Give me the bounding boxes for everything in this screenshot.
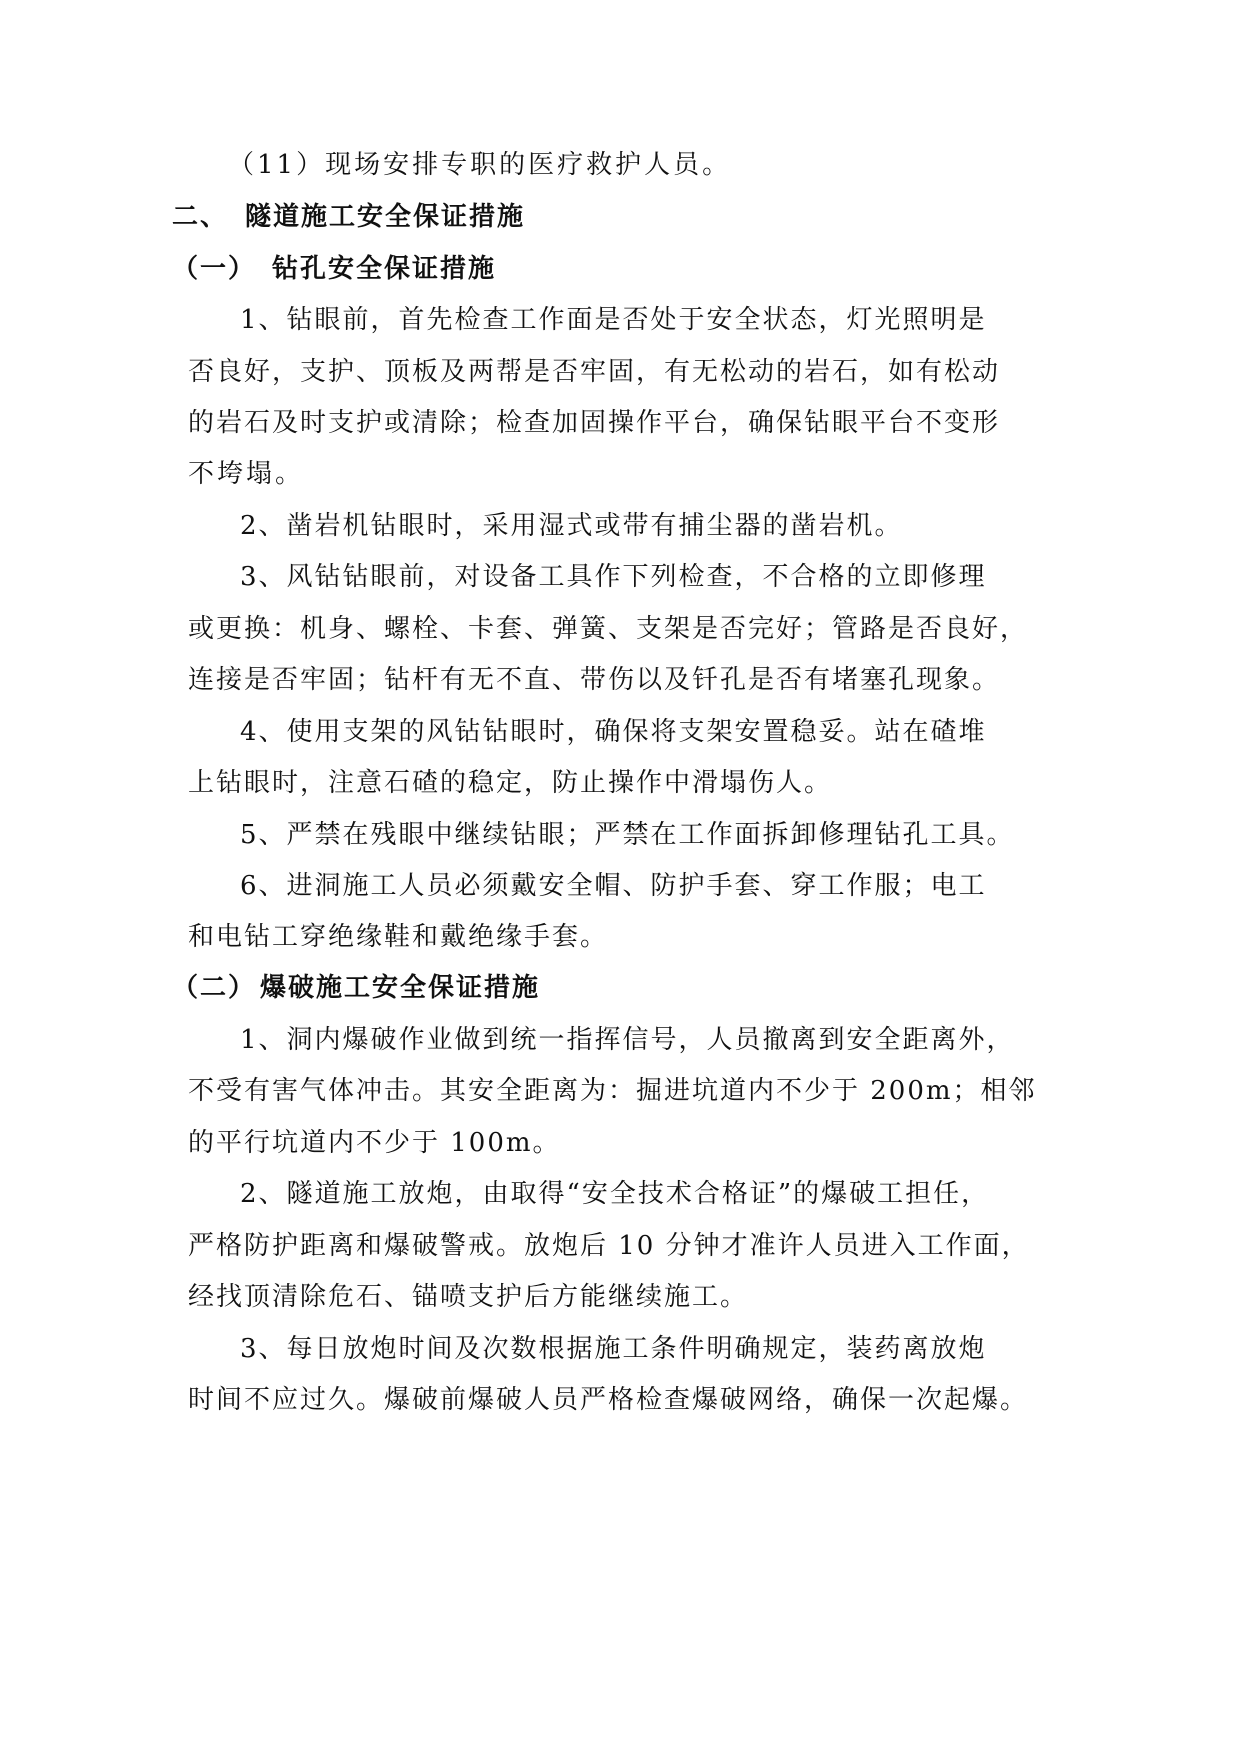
paragraph-line: 6、进洞施工人员必须戴安全帽、防护手套、穿工作服；电工 [240, 871, 987, 901]
paragraph-line: 4、使用支架的风钻钻眼时，确保将支架安置稳妥。站在碴堆 [240, 717, 987, 747]
section-number: 二、 [172, 202, 229, 232]
paragraph-line: （11）现场安排专职的医疗救护人员。 [228, 150, 732, 180]
paragraph-line: 或更换：机身、螺栓、卡套、弹簧、支架是否完好；管路是否良好， [188, 614, 1029, 644]
paragraph-line: 和电钻工穿绝缘鞋和戴绝缘手套。 [188, 922, 609, 952]
paragraph-line: 1、洞内爆破作业做到统一指挥信号，人员撤离到安全距离外， [240, 1025, 1015, 1055]
section-title: 隧道施工安全保证措施 [245, 202, 526, 232]
paragraph-line: 不受有害气体冲击。其安全距离为：掘进坑道内不少于 200m；相邻 [188, 1076, 1037, 1106]
paragraph-line: 3、风钻钻眼前，对设备工具作下列检查，不合格的立即修理 [240, 562, 987, 592]
paragraph-line: 连接是否牢固；钻杆有无不直、带伤以及钎孔是否有堵塞孔现象。 [188, 665, 1001, 695]
subsection-title: 爆破施工安全保证措施 [260, 973, 541, 1003]
paragraph-line: 严格防护距离和爆破警戒。放炮后 10 分钟才准许人员进入工作面， [188, 1231, 1030, 1261]
paragraph-line: 的平行坑道内不少于 100m。 [188, 1128, 561, 1158]
paragraph-line: 2、凿岩机钻眼时，采用湿式或带有捕尘器的凿岩机。 [240, 511, 903, 541]
subsection-title: 钻孔安全保证措施 [272, 254, 497, 284]
paragraph-line: 否良好，支护、顶板及两帮是否牢固，有无松动的岩石，如有松动 [188, 357, 1001, 387]
paragraph-line: 不垮塌。 [188, 459, 305, 489]
paragraph-line: 3、每日放炮时间及次数根据施工条件明确规定，装药离放炮 [240, 1334, 987, 1364]
paragraph-line: 5、严禁在残眼中继续钻眼；严禁在工作面拆卸修理钻孔工具。 [240, 820, 1015, 850]
paragraph-line: 的岩石及时支护或清除；检查加固操作平台，确保钻眼平台不变形 [188, 408, 1001, 438]
paragraph-line: 2、隧道施工放炮，由取得“安全技术合格证”的爆破工担任， [240, 1179, 990, 1209]
subsection-number: （一） [172, 254, 257, 284]
paragraph-line: 经找顶清除危石、锚喷支护后方能继续施工。 [188, 1282, 749, 1312]
subsection-number: （二） [172, 973, 257, 1003]
paragraph-line: 1、钻眼前，首先检查工作面是否处于安全状态，灯光照明是 [240, 305, 987, 335]
paragraph-line: 时间不应过久。爆破前爆破人员严格检查爆破网络，确保一次起爆。 [188, 1385, 1029, 1415]
paragraph-line: 上钻眼时，注意石碴的稳定，防止操作中滑塌伤人。 [188, 768, 833, 798]
